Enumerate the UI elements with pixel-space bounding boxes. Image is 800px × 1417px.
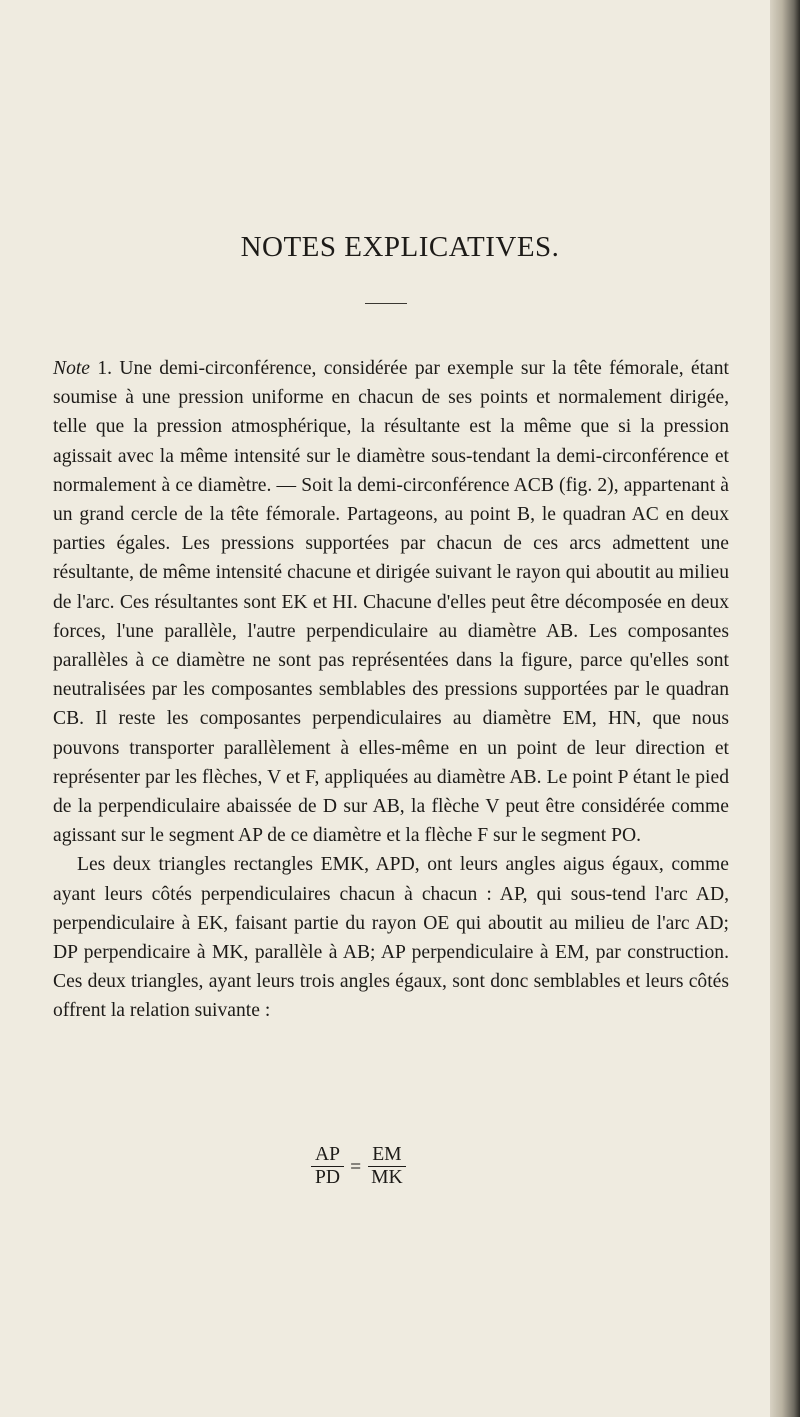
- fraction-left-denominator: PD: [315, 1167, 341, 1188]
- fraction-left-numerator: AP: [311, 1144, 344, 1167]
- note-paragraph-1: [53, 354, 729, 850]
- equals-sign: =: [350, 1156, 362, 1178]
- note-paragraph-2: Les deux triangles rectangles EMK, APD, ont leurs angles aigus égaux, comme ayant leurs côtés perpendiculaires chacun à chacun : AP, qui sous-tend l'arc AD, perpendiculaire à EK, faisant partie du rayon OE qui aboutit au milieu de l'arc AD; DP perpendicaire à MK, parallèle à AB; AP perpendiculaire à EM, par construction. Ces deux triangles, ayant leurs trois angles égaux, sont donc semblables et leurs côtés offrent la relation suivante :: [53, 854, 729, 1022]
- page-edge-shadow: [770, 0, 800, 1417]
- fraction-left: [311, 1144, 344, 1189]
- proportion-formula: [311, 1144, 407, 1189]
- note-body: [53, 354, 729, 1026]
- note-lead-text: 1. Une demi-circonférence, considérée par exemple sur la tête fémorale, étant soumise à une pression uniforme en chacun de ses points et normalement dirigée, telle que la pression atmosphérique, la résultante est la même que si la pression agissait avec la même intensité sur le diamètre sous-tendant la demi-circonférence et normalement à ce diamètre. — Soit la demi-circonférence ACB (fig. 2), appartenant à un grand cercle de la tête fémorale. Partageons, au point B, le quadran AC en deux parties égales. Les pressions supportées par chacun de ces arcs admettent une résultante, de même intensité chacune et dirigée suivant le rayon qui aboutit au milieu de l'arc. Ces résultantes sont EK et HI. Chacune d'elles peut être décomposée en deux forces, l'une parallèle, l'autre perpendiculaire au diamètre AB. Les composantes parallèles à ce diamètre ne sont pas représentées dans la figure, parce qu'elles sont neutralisées par les composantes semblables des pressions supportées par le quadran CB. Il reste les composantes perpendiculaires au diamètre EM, HN, que nous pouvons transporter parallèlement à elles-même en un point de leur direction et représenter par les flèches, V et F, appliquées au diamètre AB. Le point P étant le pied de la perpendiculaire abaissée de D sur AB, la flèche V peut être considérée comme agissant sur le segment AP de ce diamètre et la flèche F sur le segment PO.: [53, 358, 729, 847]
- fraction-right: [367, 1144, 407, 1189]
- page-title: NOTES EXPLICATIVES.: [240, 231, 560, 263]
- fraction-right-numerator: EM: [368, 1144, 405, 1167]
- note-label: Note: [53, 358, 91, 379]
- fraction-right-denominator: MK: [371, 1167, 403, 1188]
- title-divider: [365, 303, 407, 305]
